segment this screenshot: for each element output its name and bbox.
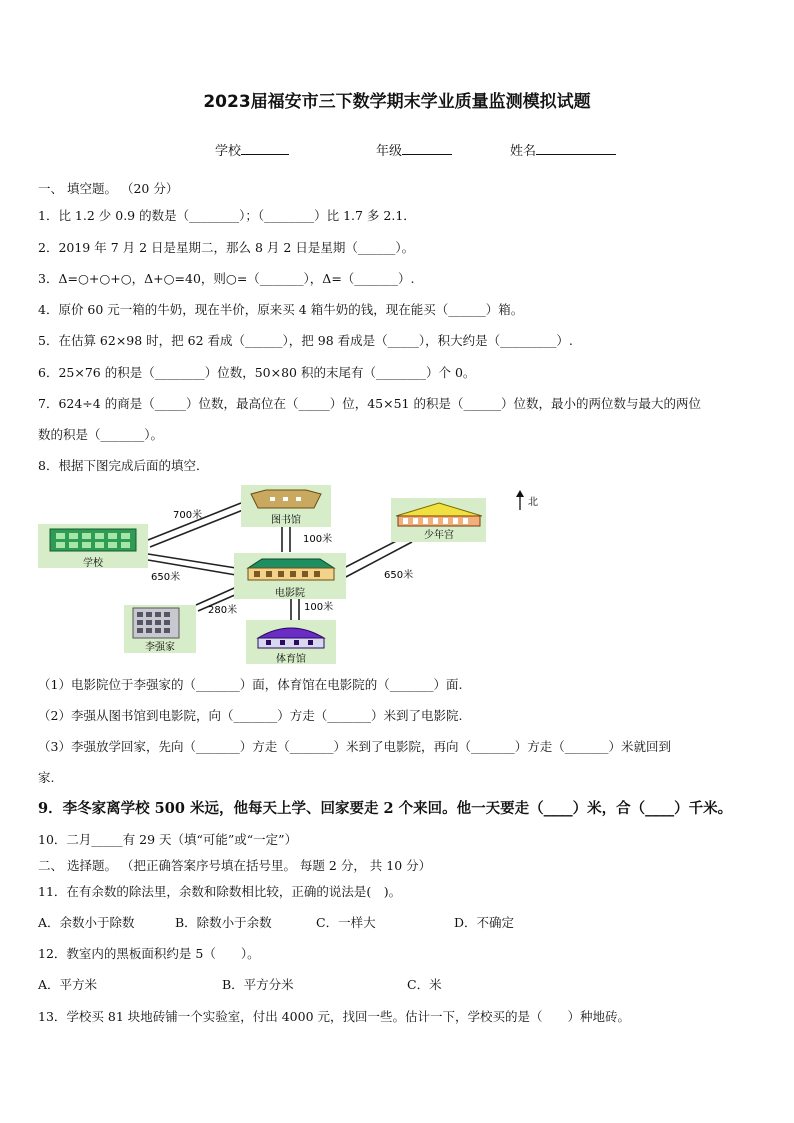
name-field [510,140,616,159]
question-2: 2．2019 年 7 月 2 日是星期二，那么 8 月 2 日是星期（______）。 [38,240,415,255]
distance-school-cinema: 650米 [151,572,181,583]
school-label: 学校 [215,144,242,159]
school-blank[interactable] [241,142,289,155]
distance-home-cinema: 280米 [208,605,238,616]
name-blank[interactable] [536,142,616,155]
q12-option-a[interactable]: A．平方米 [38,977,98,992]
question-8-2: （2）李强从图书馆到电影院，向（_______）方走（_______）米到了电影院. [38,708,463,723]
q12-option-c[interactable]: C．米 [407,977,442,992]
north-label: 北 [528,497,538,508]
home-building [124,605,196,653]
question-3: 3．Δ=○+○+○，Δ+○=40，则○=（_______），Δ=（_______）. [38,271,415,286]
grade-label: 年级 [376,144,403,159]
grade-blank[interactable] [402,142,452,155]
distance-cinema-gym: 100米 [304,602,334,613]
youth-palace-map-label: 少年宫 [424,530,454,541]
name-label: 姓名 [510,144,537,159]
question-8-3-line-1: （3）李强放学回家，先向（_______）方走（_______）米到了电影院，再向（_______）方走（_______）米就回到 [38,739,671,754]
distance-cinema-youth-palace: 650米 [384,570,414,581]
question-5: 5．在估算 62×98 时，把 62 看成（______），把 98 看成是（_____），积大约是（_________）. [38,333,573,348]
question-6: 6．25×76 的积是（________）位数，50×80 积的末尾有（________）个 0。 [38,365,476,380]
section-1-heading: 一、 填空题。 （20 分） [38,181,179,196]
question-8-1: （1）电影院位于李强家的（_______）面，体育馆在电影院的（_______）面. [38,677,463,692]
q11-option-a[interactable]: A．余数小于除数 [38,915,135,930]
question-8-3-line-2: 家. [38,770,55,785]
question-8: 8．根据下图完成后面的填空． [38,458,209,473]
question-12: 12．教室内的黑板面积约是 5（ ）。 [38,946,260,961]
question-13: 13．学校买 81 块地砖铺一个实验室，付出 4000 元，找回一些。估计一下，学校买的是（ ）种地砖。 [38,1009,631,1024]
location-map [36,480,538,670]
library-building [241,485,331,527]
distance-library-cinema: 100米 [303,534,333,545]
school-map-label: 学校 [83,558,103,569]
question-1: 1．比 1.2 少 0.9 的数是（________）；（________）比 1.7 多 2.1． [38,208,416,223]
question-7-line-1: 7．624÷4 的商是（_____）位数，最高位在（_____）位，45×51 的积是（______）位数，最小的两位数与最大的两位 [38,396,701,411]
q11-option-b[interactable]: B．除数小于余数 [175,915,272,930]
q12-option-b[interactable]: B．平方分米 [222,977,294,992]
question-9: 9．李冬家离学校 500 米远，他每天上学、回家要走 2 个来回。他一天要走（____）米，合（____）千米。 [38,800,733,817]
q11-option-d[interactable]: D．不确定 [454,915,515,930]
north-arrow-icon [516,490,524,510]
question-7-line-2: 数的积是（_______）。 [38,427,164,442]
distance-school-library: 700米 [173,510,203,521]
q11-option-c[interactable]: C．一样大 [316,915,376,930]
cinema-building [234,553,346,599]
section-2-heading: 二、 选择题。 （把正确答案序号填在括号里。 每题 2 分， 共 10 分） [38,858,432,873]
gym-building [246,620,336,665]
school-building [38,524,148,569]
gym-map-label: 体育馆 [276,654,306,665]
school-field [215,140,289,159]
cinema-map-label: 电影院 [275,588,305,599]
library-map-label: 图书馆 [271,515,301,526]
grade-field [376,140,452,159]
home-map-label: 李强家 [145,642,175,653]
page-title: 2023届福安市三下数学期末学业质量监测模拟试题 [203,92,591,112]
question-10: 10．二月_____有 29 天（填“可能”或“一定”） [38,832,298,847]
question-11: 11．在有余数的除法里，余数和除数相比较，正确的说法是( )。 [38,884,402,899]
question-4: 4．原价 60 元一箱的牛奶，现在半价，原来买 4 箱牛奶的钱，现在能买（______）箱。 [38,302,524,317]
youth-palace-building [391,498,486,542]
